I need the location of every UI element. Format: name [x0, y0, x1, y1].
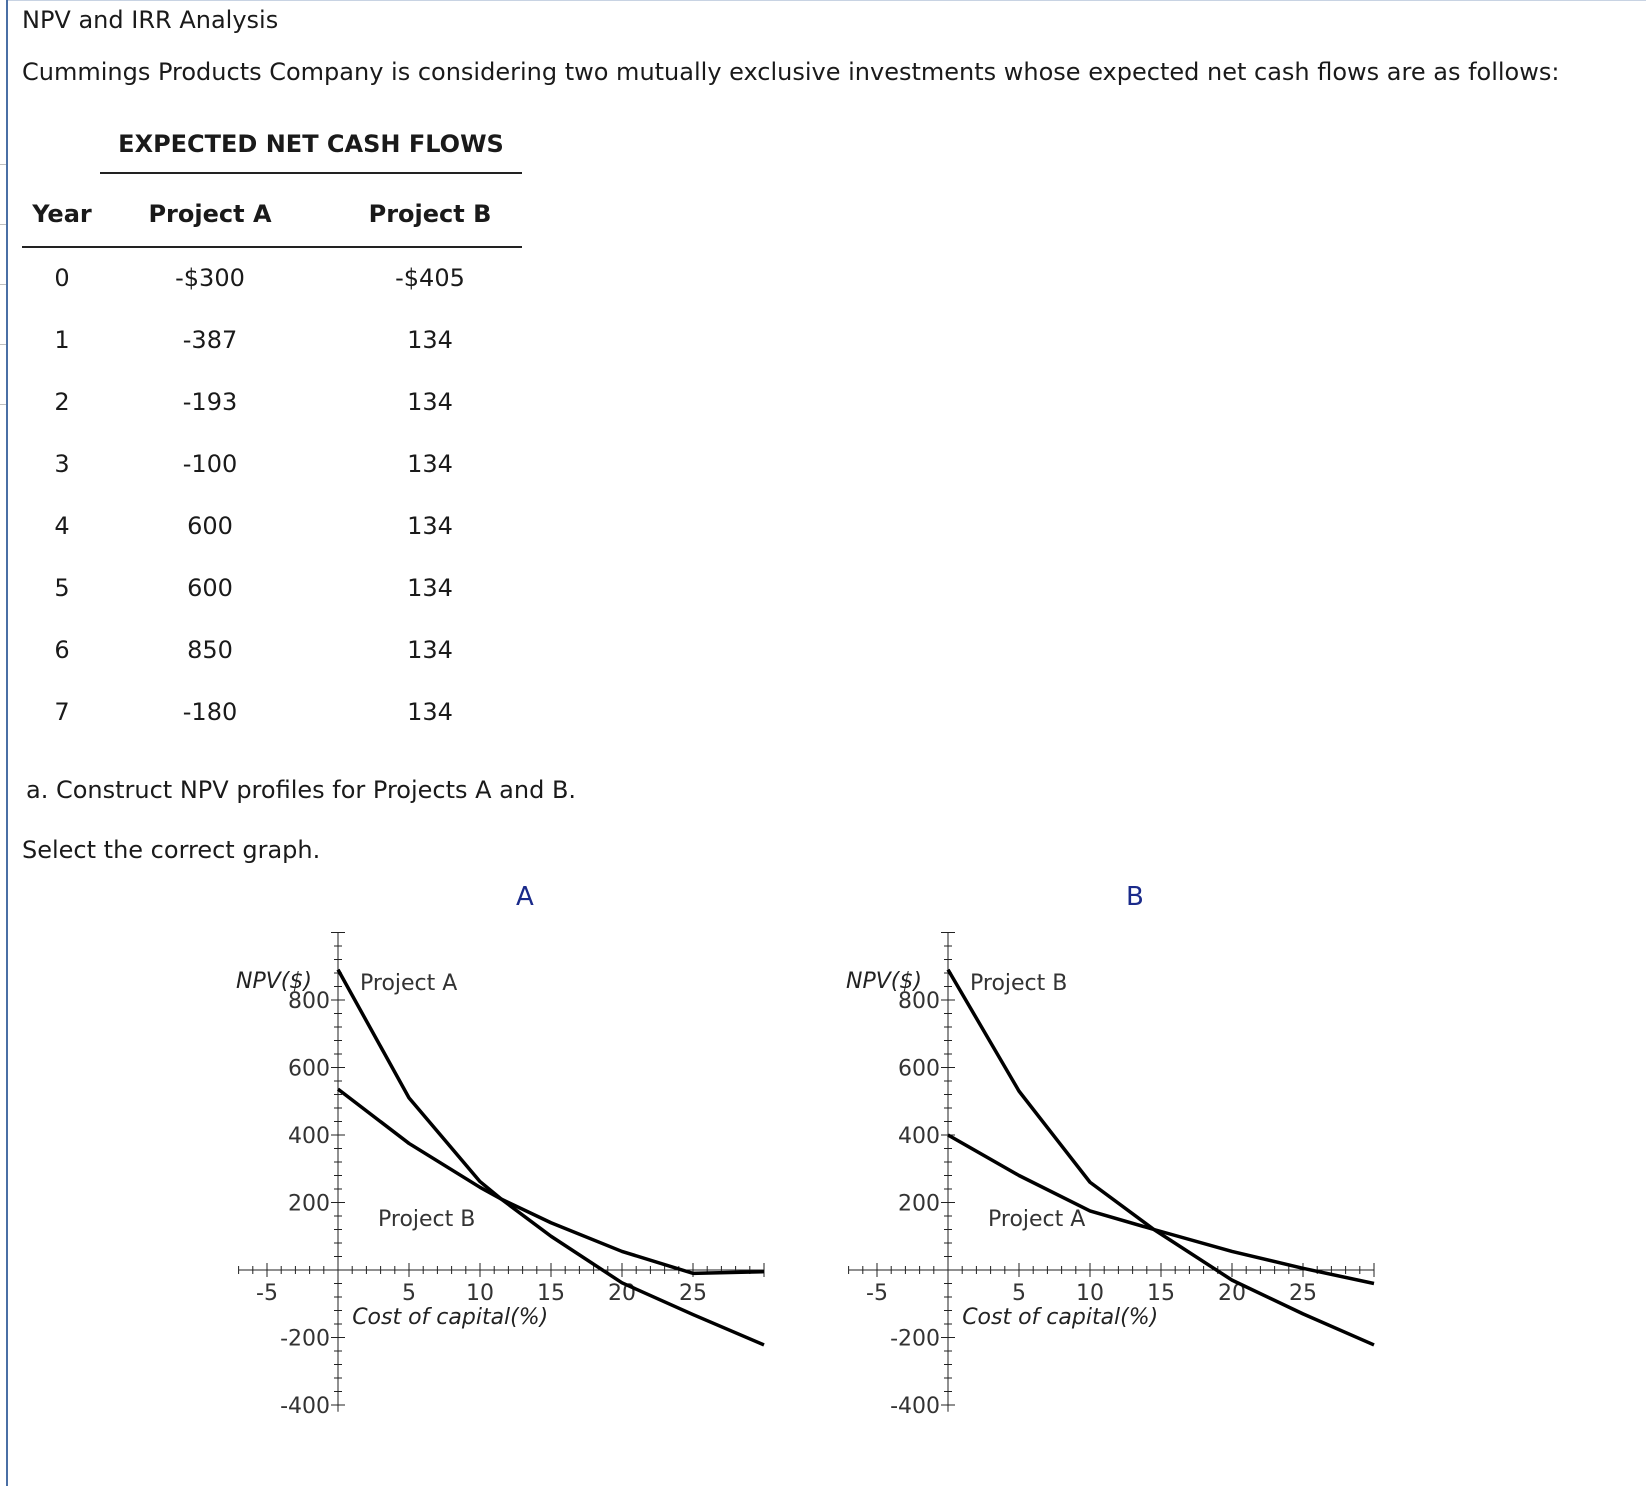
margin-tick: [0, 224, 6, 225]
cell-project-b: 134: [407, 636, 453, 664]
y-tick-label: -400: [280, 1394, 330, 1419]
margin-tick: [0, 344, 6, 345]
cell-project-a: 600: [187, 574, 233, 602]
cell-year: 7: [54, 698, 70, 726]
y-axis-title: NPV($): [846, 969, 922, 994]
cell-year: 0: [54, 264, 70, 292]
col-header-year: Year: [32, 200, 92, 228]
graph-option-b-label[interactable]: B: [1126, 882, 1144, 912]
y-tick-label: 200: [898, 1191, 940, 1217]
margin-tick: [0, 164, 6, 165]
cell-year: 6: [54, 636, 70, 664]
cell-project-a: -193: [182, 388, 238, 416]
x-axis-title: Cost of capital(%): [352, 1305, 549, 1330]
cell-project-a: 600: [187, 512, 233, 540]
x-tick-label: 20: [1218, 1281, 1246, 1306]
x-tick-label: 20: [608, 1281, 636, 1306]
margin-tick: [0, 284, 6, 285]
y-tick-label: 200: [288, 1191, 330, 1217]
question-a: a. Construct NPV profiles for Projects A and B.: [26, 776, 577, 804]
x-tick-label: -5: [866, 1281, 888, 1306]
page-frame-top: [8, 0, 1646, 1]
cell-project-a: 850: [187, 636, 233, 664]
npv-chart-b[interactable]: [840, 920, 1420, 1486]
cell-project-b: 134: [407, 326, 453, 354]
x-tick-label: 15: [537, 1281, 565, 1306]
cell-project-a: -100: [182, 450, 238, 478]
cell-year: 2: [54, 388, 70, 416]
series-label: Project A: [360, 970, 458, 996]
heading-rule: [100, 172, 522, 174]
header-rule: [22, 246, 522, 248]
y-tick-label: 400: [288, 1124, 330, 1149]
cell-year: 1: [54, 326, 70, 354]
npv-chart-a[interactable]: [230, 920, 810, 1486]
x-tick-label: -5: [256, 1281, 278, 1306]
cell-project-b: 134: [407, 698, 453, 726]
cell-project-b: 134: [407, 574, 453, 602]
page-frame-left: [6, 0, 8, 1486]
col-header-project-a: Project A: [148, 200, 272, 228]
cell-year: 3: [54, 450, 70, 478]
series-label: Project B: [970, 970, 1068, 996]
y-tick-label: 600: [288, 1056, 330, 1082]
x-tick-label: 10: [466, 1281, 494, 1306]
cell-project-a: -180: [182, 698, 238, 726]
table-heading: EXPECTED NET CASH FLOWS: [118, 130, 504, 158]
cell-project-a: -387: [182, 326, 238, 354]
x-axis-title: Cost of capital(%): [962, 1305, 1159, 1330]
cell-year: 5: [54, 574, 70, 602]
cell-project-b: 134: [407, 388, 453, 416]
y-tick-label: 800: [288, 989, 330, 1014]
cell-project-b: -$405: [395, 264, 465, 292]
graph-option-b[interactable]: [840, 920, 1420, 1486]
y-tick-label: 800: [898, 989, 940, 1014]
x-tick-label: 25: [1289, 1281, 1317, 1306]
y-tick-label: -200: [890, 1326, 940, 1352]
graph-option-a-label[interactable]: A: [516, 882, 534, 912]
y-tick-label: -400: [890, 1394, 940, 1419]
cell-year: 4: [54, 512, 70, 540]
x-tick-label: 10: [1076, 1281, 1104, 1306]
cell-project-b: 134: [407, 512, 453, 540]
col-header-project-b: Project B: [368, 200, 492, 228]
series-line-project-b: [338, 1089, 764, 1273]
y-tick-label: -200: [280, 1326, 330, 1352]
y-tick-label: 600: [898, 1056, 940, 1082]
instruction-text: Select the correct graph.: [22, 836, 321, 864]
cell-project-b: 134: [407, 450, 453, 478]
x-tick-label: 5: [402, 1281, 416, 1306]
margin-tick: [0, 404, 6, 405]
problem-intro: Cummings Products Company is considering two mutually exclusive investments whose expected net cash flows are as follows:: [22, 58, 1560, 86]
series-label: Project A: [988, 1207, 1086, 1233]
x-tick-label: 15: [1147, 1281, 1175, 1306]
y-tick-label: 400: [898, 1124, 940, 1149]
graph-option-a[interactable]: [230, 920, 810, 1486]
cell-project-a: -$300: [175, 264, 245, 292]
series-label: Project B: [378, 1207, 476, 1233]
page-title: NPV and IRR Analysis: [22, 6, 279, 34]
y-axis-title: NPV($): [236, 969, 312, 994]
x-tick-label: 5: [1012, 1281, 1026, 1306]
x-tick-label: 25: [679, 1281, 707, 1306]
